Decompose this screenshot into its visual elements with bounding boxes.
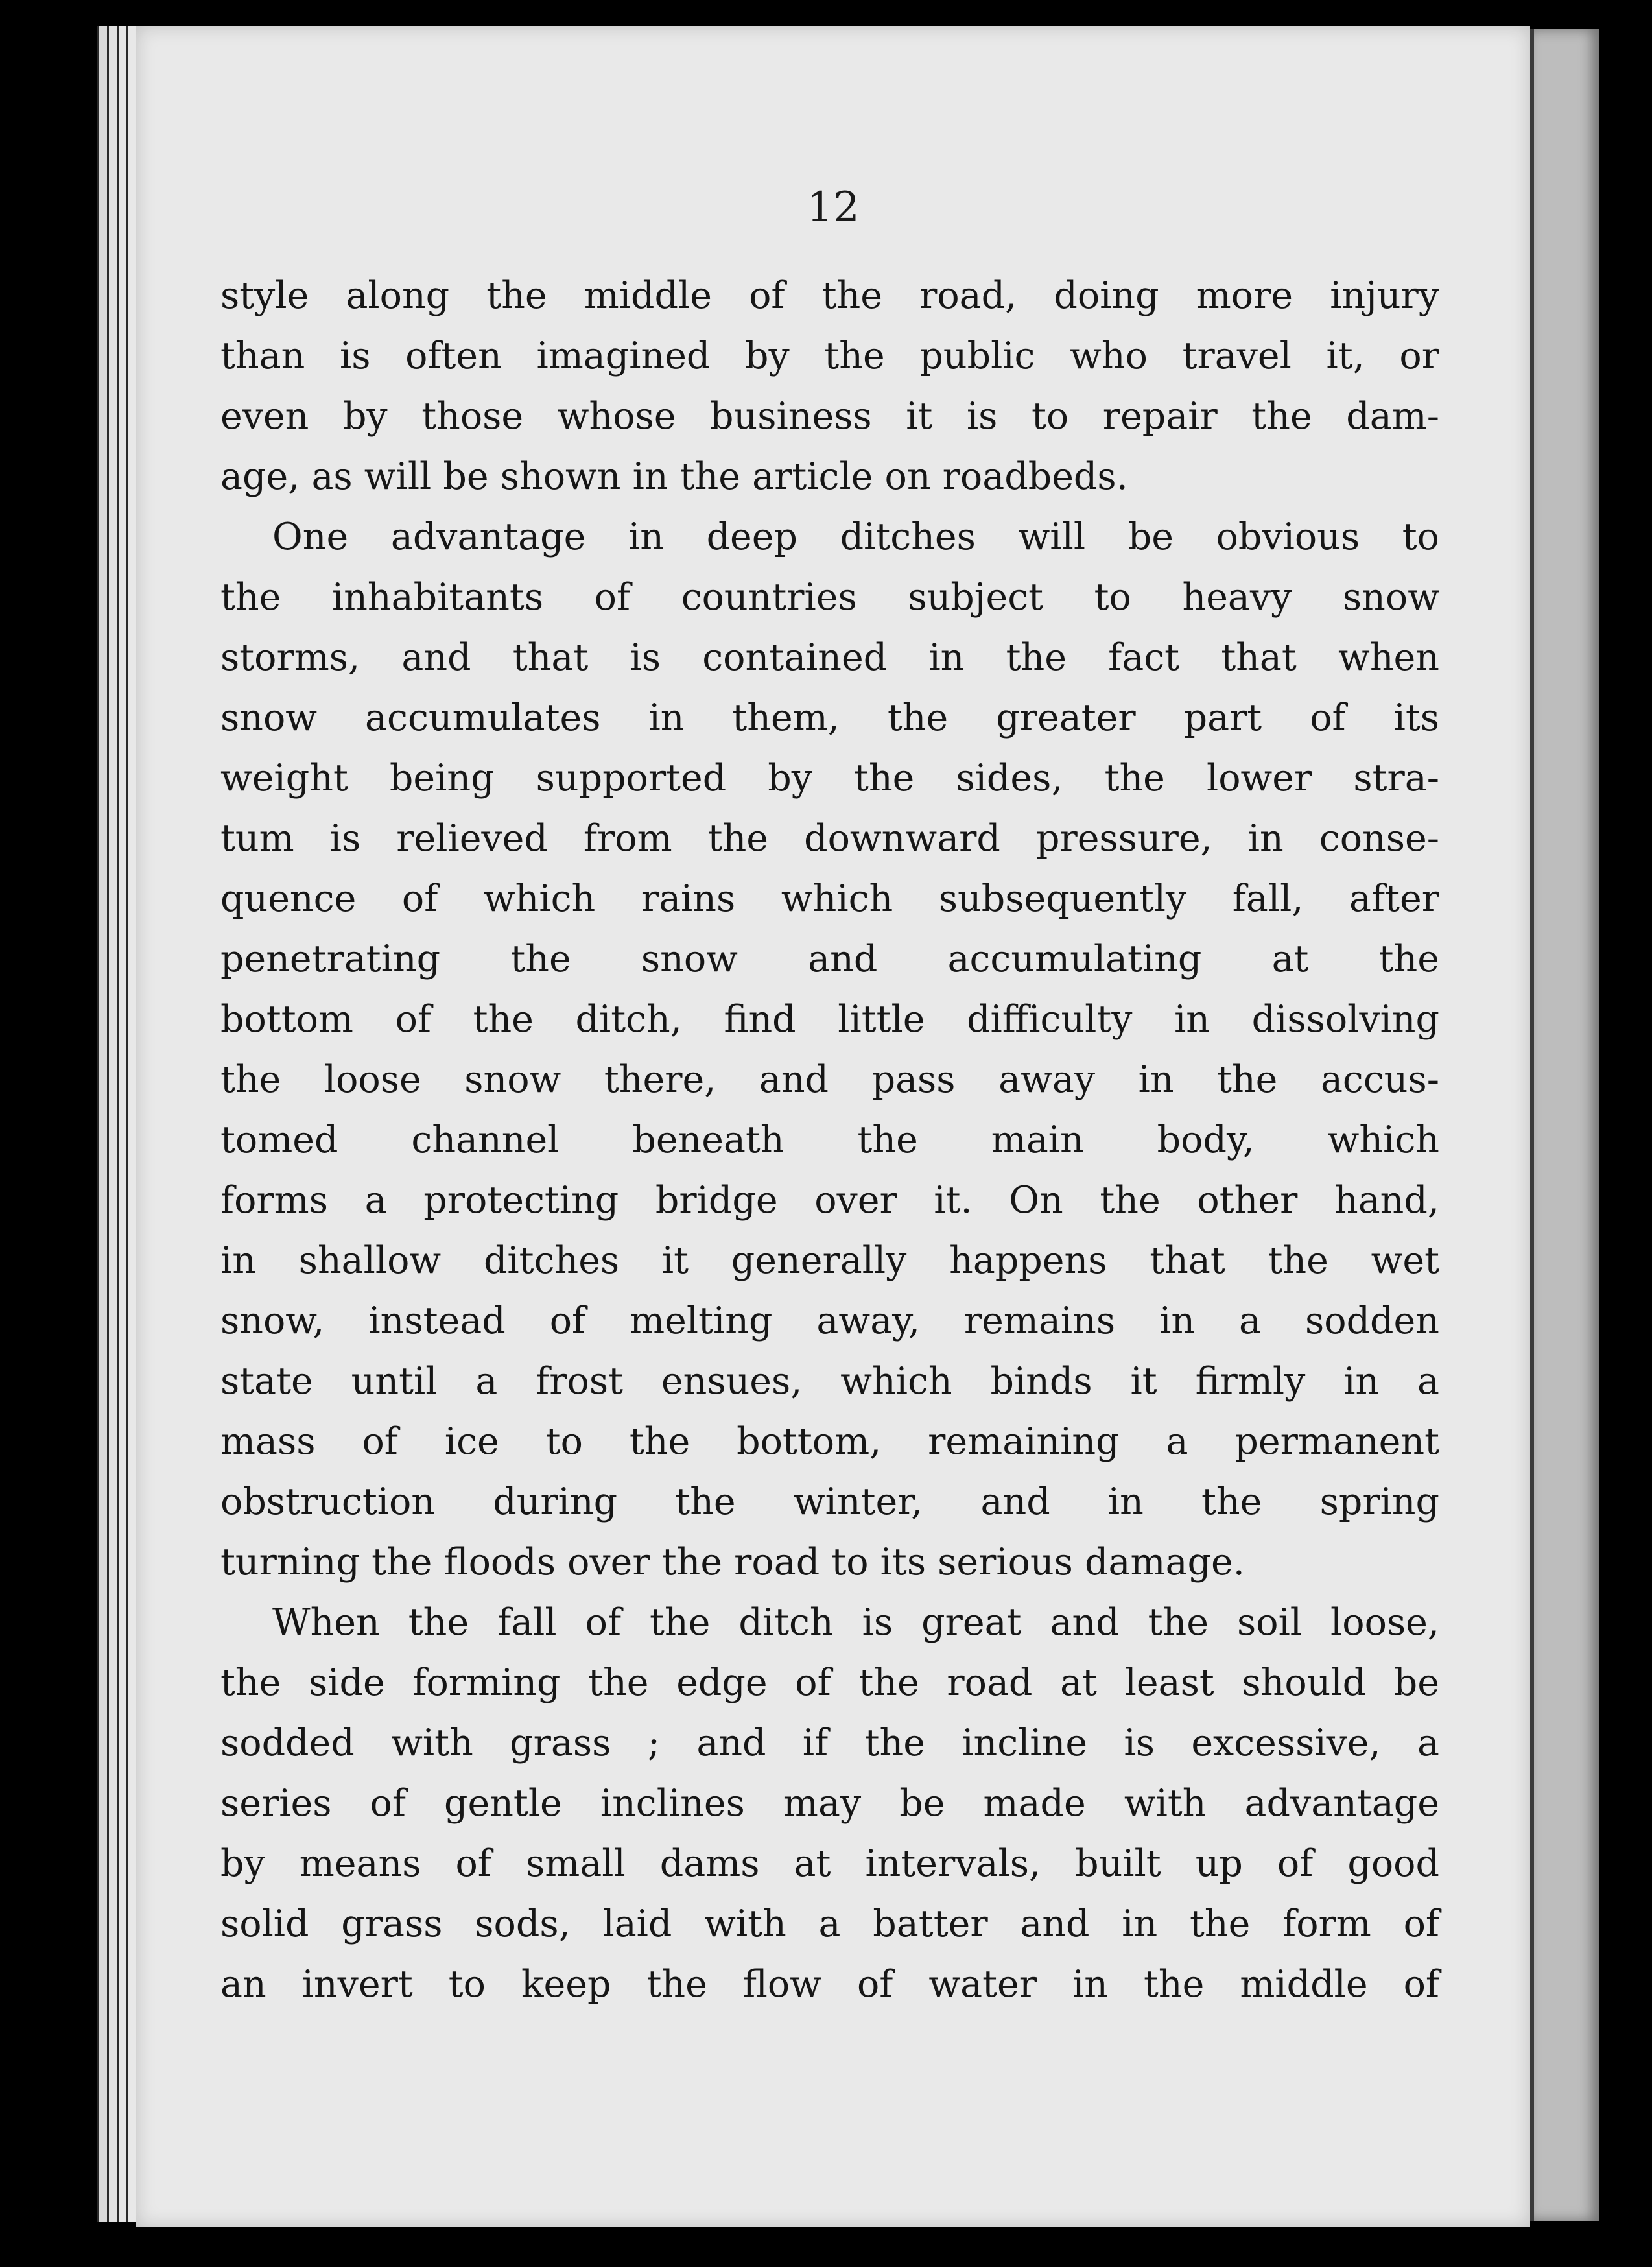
text-line: the inhabitants of countries subject to heavy snow (220, 576, 1439, 619)
text-line: an invert to keep the flow of water in the middle of (220, 1963, 1439, 2006)
page-text (220, 266, 1439, 2015)
text-line: penetrating the snow and accumulating at the (220, 938, 1439, 980)
text-line: forms a protecting bridge over it. On the other hand, (220, 1179, 1439, 1222)
text-line: series of gentle inclines may be made with advantage (220, 1782, 1439, 1825)
text-line: mass of ice to the bottom, remaining a permanent (220, 1420, 1439, 1463)
text-line: sodded with grass ; and if the incline is excessive, a (220, 1722, 1439, 1764)
text-line: weight being supported by the sides, the lower stra- (220, 757, 1439, 800)
text-line: snow, instead of melting away, remains in a sodden (220, 1300, 1439, 1342)
text-line: tomed channel beneath the main body, which (220, 1119, 1439, 1161)
text-line: snow accumulates in them, the greater part of its (220, 696, 1439, 739)
page-number: 12 (807, 184, 860, 231)
text-line: obstruction during the winter, and in the spring (220, 1480, 1439, 1523)
text-line: in shallow ditches it generally happens that the wet (220, 1239, 1439, 1282)
text-line: tum is relieved from the downward pressure, in conse- (220, 817, 1439, 860)
text-line: the side forming the edge of the road at least should be (220, 1661, 1439, 1704)
text-line: age, as will be shown in the article on roadbeds. (220, 455, 1128, 498)
text-line: the loose snow there, and pass away in the accus- (220, 1058, 1439, 1101)
text-line: One advantage in deep ditches will be obvious to (272, 516, 1439, 558)
text-line: bottom of the ditch, find little difficulty in dissolving (220, 998, 1439, 1041)
text-line: turning the floods over the road to its serious damage. (220, 1541, 1245, 1584)
text-line: quence of which rains which subsequently fall, after (220, 877, 1439, 920)
text-line: solid grass sods, laid with a batter and in the form of (220, 1903, 1439, 1945)
text-line: storms, and that is contained in the fact that when (220, 636, 1439, 679)
text-line: even by those whose business it is to repair the dam- (220, 395, 1439, 438)
text-line: style along the middle of the road, doing more injury (220, 274, 1439, 317)
text-line: by means of small dams at intervals, built up of good (220, 1842, 1439, 1885)
text-line: than is often imagined by the public who travel it, or (220, 335, 1439, 377)
text-line: state until a frost ensues, which binds it firmly in a (220, 1360, 1439, 1403)
back-page-strip (1530, 29, 1599, 2221)
text-line: When the fall of the ditch is great and the soil loose, (272, 1601, 1439, 1644)
